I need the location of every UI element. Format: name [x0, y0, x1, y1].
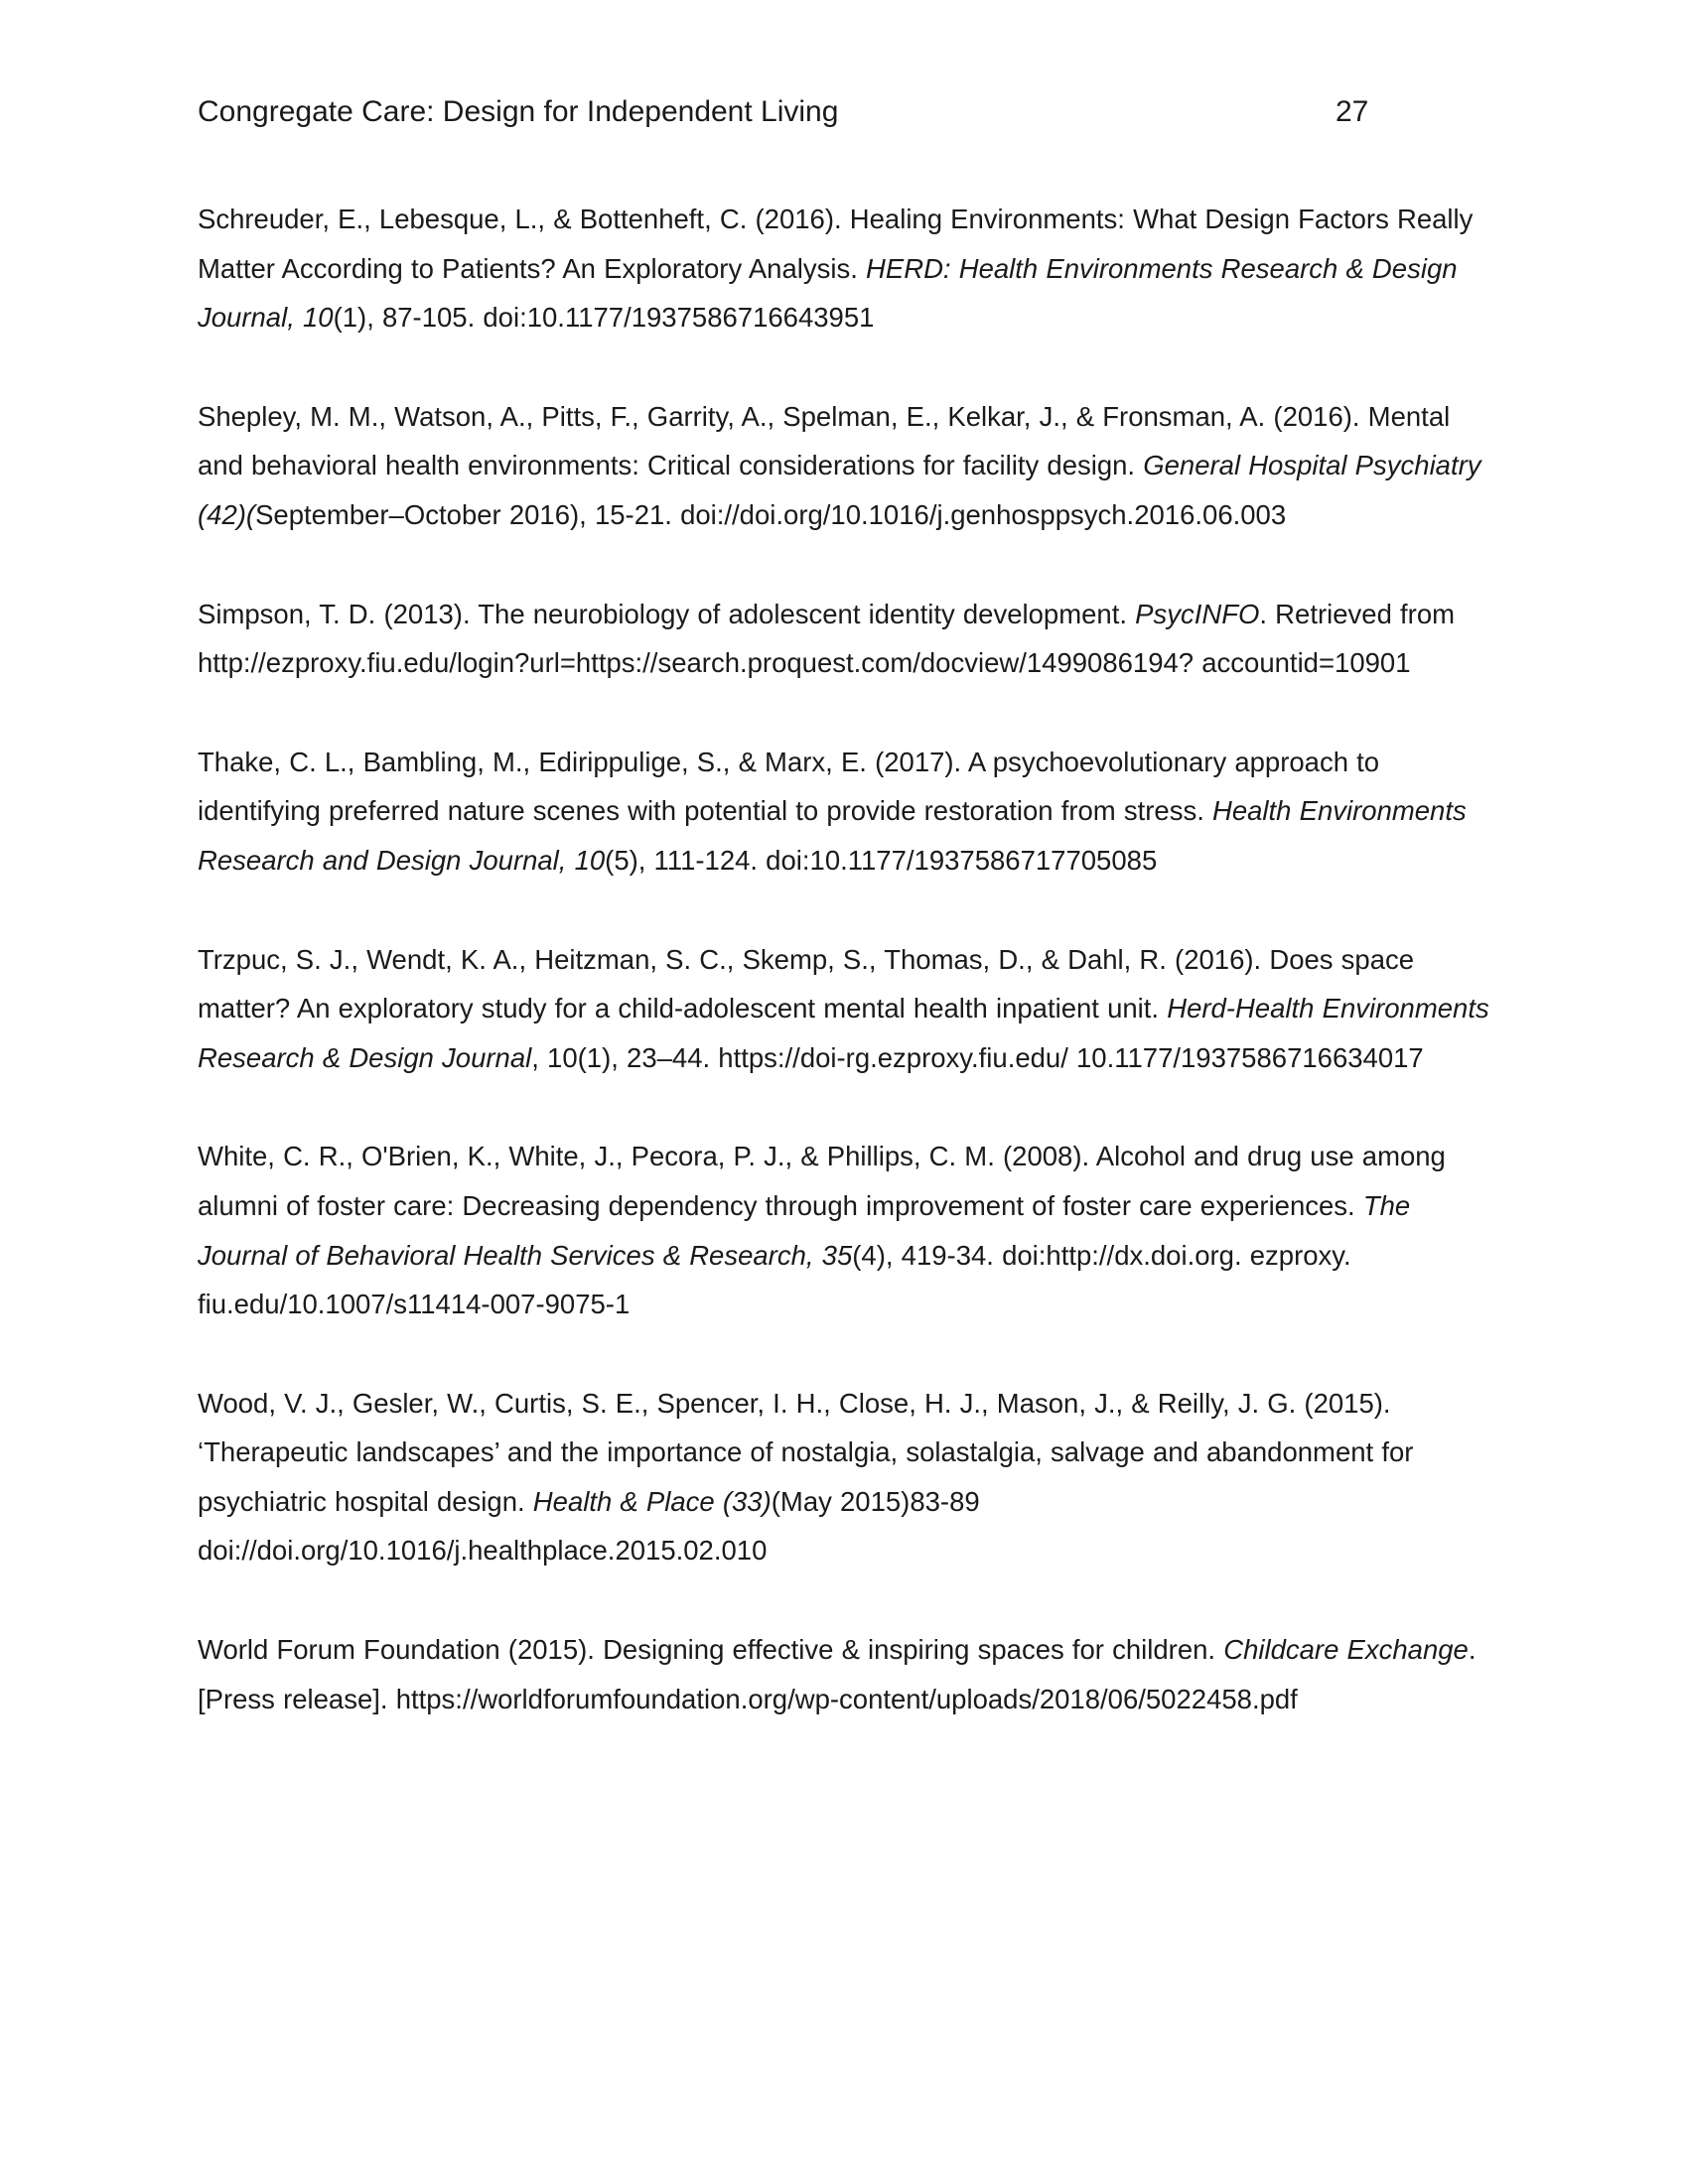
- reference-entry: [198, 935, 1498, 1083]
- running-head-title: Congregate Care: Design for Independent Living: [198, 95, 839, 128]
- page-number: 27: [1336, 95, 1369, 128]
- reference-list: [198, 195, 1498, 1773]
- reference-entry: [198, 392, 1498, 540]
- reference-text: Shepley, M. M., Watson, A., Pitts, F., Garrity, A., Spelman, E., Kelkar, J., & Fronsman, A. (2016). Mental and behavioral health environments: Critical considerations for facility design.: [198, 400, 1451, 481]
- reference-source-italic: PsycINFO: [1135, 598, 1260, 629]
- reference-source-italic: The Journal of Behavioral Health Services & Research, 35: [198, 1189, 1411, 1271]
- reference-text: Thake, C. L., Bambling, M., Edirippulige, S., & Marx, E. (2017). A psychoevolutionary approach to identifying preferred nature scenes with potential to provide restoration from stress.: [198, 746, 1380, 827]
- reference-text: Trzpuc, S. J., Wendt, K. A., Heitzman, S. C., Skemp, S., Thomas, D., & Dahl, R. (2016). Does space matter? An exploratory study for a child-adolescent mental health inpatient unit.: [198, 943, 1415, 1024]
- reference-text: World Forum Foundation (2015). Designing effective & inspiring spaces for children.: [198, 1634, 1224, 1666]
- reference-entry: [198, 1379, 1498, 1575]
- reference-source-italic: Health & Place (33): [532, 1485, 772, 1517]
- reference-entry: [198, 1625, 1498, 1723]
- reference-source-italic: Childcare Exchange: [1223, 1634, 1469, 1666]
- reference-text: , 10(1), 23–44. https://doi-rg.ezproxy.fiu.edu/ 10.1177/1937586716634017: [531, 1041, 1424, 1073]
- reference-entry: [198, 590, 1498, 688]
- reference-text: (1), 87-105. doi:10.1177/1937586716643951: [333, 302, 875, 334]
- reference-text: Simpson, T. D. (2013). The neurobiology of adolescent identity development.: [198, 598, 1136, 629]
- reference-text: Wood, V. J., Gesler, W., Curtis, S. E., Spencer, I. H., Close, H. J., Mason, J., & Reilly, J. G. (2015). ‘Therapeutic landscapes’ and the importance of nostalgia, solastalgia, salvage and abandonment for psychiatric hospital design.: [198, 1387, 1414, 1517]
- reference-entry: [198, 738, 1498, 886]
- reference-text: . [Press release]. https://worldforumfoundation.org/wp-content/uploads/2018/06/5022458.pdf: [198, 1634, 1477, 1714]
- reference-text: (5), 111-124. doi:10.1177/1937586717705085: [605, 844, 1158, 876]
- reference-entry: [198, 1132, 1498, 1328]
- reference-text: September–October 2016), 15-21. doi://doi.org/10.1016/j.genhosppsych.2016.06.003: [255, 498, 1287, 530]
- reference-source-italic: General Hospital Psychiatry (42)(: [198, 450, 1481, 530]
- reference-text: (May 2015)83-89 doi://doi.org/10.1016/j.healthplace.2015.02.010: [198, 1485, 980, 1567]
- reference-source-italic: Herd-Health Environments Research & Design Journal: [198, 993, 1489, 1073]
- reference-text: (4), 419-34. doi:http://dx.doi.org. ezproxy. fiu.edu/10.1007/s11414-007-9075-1: [198, 1239, 1351, 1320]
- reference-text: Schreuder, E., Lebesque, L., & Bottenheft, C. (2016). Healing Environments: What Design Factors Really Matter According to Patients? An Exploratory Analysis.: [198, 204, 1474, 284]
- reference-source-italic: Health Environments Research and Design Journal, 10: [198, 795, 1467, 876]
- reference-source-italic: HERD: Health Environments Research & Design Journal, 10: [198, 252, 1458, 334]
- reference-text: . Retrieved from http://ezproxy.fiu.edu/login?url=https://search.proquest.com/docview/1499086194? accountid=10901: [198, 598, 1456, 679]
- reference-text: White, C. R., O'Brien, K., White, J., Pecora, P. J., & Phillips, C. M. (2008). Alcohol and drug use among alumni of foster care: Decreasing dependency through improvement of foster care experiences.: [198, 1141, 1446, 1221]
- running-header: [198, 95, 1369, 135]
- reference-entry: [198, 195, 1498, 342]
